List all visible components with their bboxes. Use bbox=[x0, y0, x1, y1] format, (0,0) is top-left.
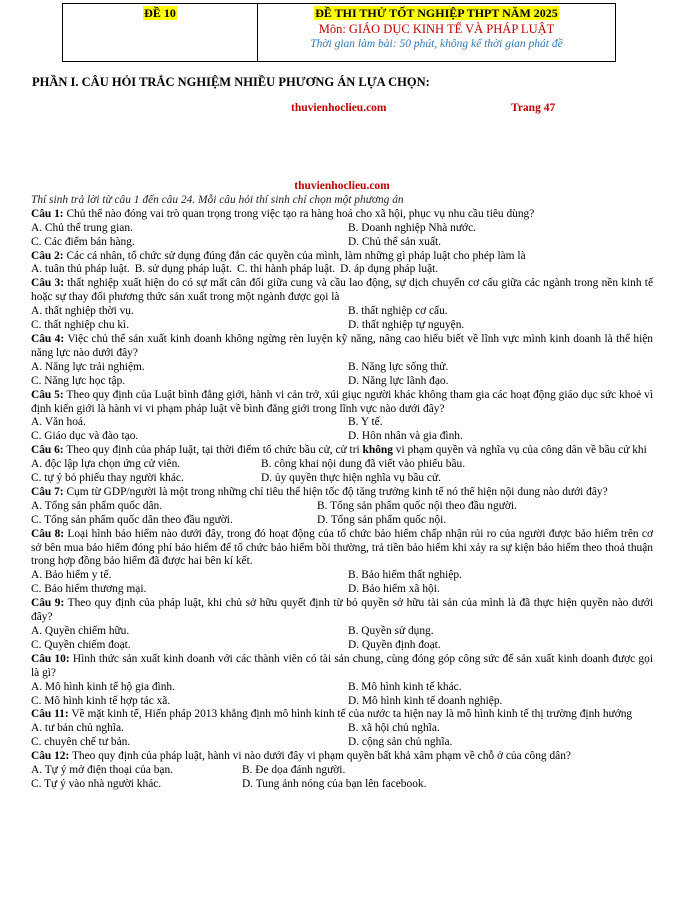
option-row bbox=[31, 375, 653, 389]
question-11 bbox=[31, 708, 653, 722]
question-number: Câu 6: bbox=[31, 444, 64, 457]
option-b: B. công khai nội dung đã viết vào phiếu bầu. bbox=[261, 458, 466, 471]
option-b: B. Mô hình kinh tế khác. bbox=[348, 680, 462, 693]
question-text: Theo quy định của Luật bình đẳng giới, hành vi cản trở, xúi giục người khác không tham gia các hoạt động giáo dục sức khoẻ vì định kiến giới là hành vi vi phạm pháp luật về bình đẳng giới trong lĩnh vực nào dưới đây? bbox=[31, 388, 653, 415]
option-row bbox=[31, 639, 653, 653]
question-text: Cụm từ GDP/người là một trong những chỉ tiêu thể hiện tốc độ tăng trưởng kinh tế nó thể hiện nội dung nào dưới đây? bbox=[66, 485, 608, 498]
question-list bbox=[31, 180, 653, 792]
question-text: Các cá nhân, tổ chức sử dụng đúng đắn các quyền của mình, làm những gì pháp luật cho phép làm là bbox=[66, 249, 526, 262]
option-row bbox=[31, 514, 653, 528]
option-a: A. tư bản chủ nghĩa. bbox=[31, 722, 124, 735]
option-row bbox=[31, 416, 653, 430]
question-9 bbox=[31, 597, 653, 625]
option-row bbox=[31, 500, 653, 514]
question-number: Câu 7: bbox=[31, 485, 64, 498]
option-a: A. Tự ý mở điện thoại của bạn. bbox=[31, 764, 173, 777]
option-b: B. xã hội chủ nghĩa. bbox=[348, 722, 440, 735]
option-row bbox=[31, 458, 653, 472]
option-row bbox=[31, 736, 653, 750]
exam-code: ĐỀ 10 bbox=[144, 6, 176, 20]
option-row bbox=[31, 472, 653, 486]
option-d: D. cộng sản chủ nghĩa. bbox=[348, 736, 453, 749]
question-text: Việc chủ thể sản xuất kinh doanh không ngừng rèn luyện kỹ năng, nâng cao hiểu biết về lĩnh vực mình kinh doanh là thể hiện năng lực nào dưới đây? bbox=[31, 332, 653, 359]
option-row bbox=[31, 722, 653, 736]
option-a: A. Tổng sản phẩm quốc dân. bbox=[31, 499, 163, 512]
option-d: D. ủy quyền thực hiện nghĩa vụ bầu cử. bbox=[261, 472, 442, 485]
option-c: C. Bảo hiểm thương mại. bbox=[31, 583, 147, 596]
option-a: A. Năng lực trải nghiệm. bbox=[31, 360, 145, 373]
option-row bbox=[31, 681, 653, 695]
option-b: B. Đe dọa đánh người. bbox=[242, 764, 346, 777]
option-a: A. Mô hình kinh tế hộ gia đình. bbox=[31, 680, 175, 693]
question-4 bbox=[31, 333, 653, 361]
question-text: Theo quy định của pháp luật, tại thời điểm tổ chức bầu cử, cử tri bbox=[66, 444, 360, 457]
question-number: Câu 1: bbox=[31, 207, 64, 220]
option-row bbox=[31, 430, 653, 444]
option-row bbox=[31, 305, 653, 319]
question-text: Loại hình bảo hiểm nào dưới đây, trong đó hoạt động của tổ chức bảo hiểm chấp nhận rủi ro của người được bảo hiểm trên cơ sở bên mua bảo hiểm đóng phí bảo hiểm để tổ chức bảo hiểm bồi thường, trả tiền bảo hiểm khi xảy ra sự kiện bảo hiểm theo thoả thuận trong hợp đồng bảo hiểm đã được hai bên kí kết. bbox=[31, 527, 653, 568]
question-text: Về mặt kinh tế, Hiến pháp 2013 khẳng định mô hình kinh tế của nước ta hiện nay là mô hình kinh tế thị trường định hướng bbox=[71, 708, 633, 721]
option-row bbox=[31, 263, 653, 277]
option-d: D. Tung ảnh nóng của bạn lên facebook. bbox=[242, 777, 427, 790]
exam-code-cell bbox=[63, 4, 258, 61]
option-b: B. Bảo hiểm thất nghiệp. bbox=[348, 569, 462, 582]
option-row bbox=[31, 778, 653, 792]
option-row bbox=[31, 361, 653, 375]
option-c: C. Giáo dục và đào tạo. bbox=[31, 430, 139, 443]
option-a: A. tuân thủ pháp luật. bbox=[31, 263, 130, 276]
question-5 bbox=[31, 389, 653, 417]
question-number: Câu 12: bbox=[31, 750, 70, 763]
question-number: Câu 10: bbox=[31, 652, 70, 665]
option-a: A. Bảo hiểm y tế. bbox=[31, 569, 112, 582]
option-b: B. Y tế. bbox=[348, 416, 383, 429]
question-number: Câu 5: bbox=[31, 388, 64, 401]
option-b: B. sử dụng pháp luật. bbox=[134, 263, 232, 276]
option-row bbox=[31, 319, 653, 333]
option-d: D. Mô hình kinh tế doanh nghiệp. bbox=[348, 694, 503, 707]
question-number: Câu 3: bbox=[31, 277, 64, 290]
option-c: C. Tự ý vào nhà người khác. bbox=[31, 777, 162, 790]
question-text: Theo quy định của pháp luật, khi chủ sở hữu quyết định từ bỏ quyền sở hữu tài sản của mình là đã thực hiện quyền nào dưới đây? bbox=[31, 597, 653, 624]
exam-title-cell bbox=[258, 4, 615, 61]
question-text: Chủ thể nào đóng vai trò quan trọng trong việc tạo ra hàng hoá cho xã hội, phục vụ nhu cầu tiêu dùng? bbox=[66, 207, 535, 220]
option-b: B. Năng lực sống thử. bbox=[348, 360, 449, 373]
option-d: D. Bảo hiểm xã hội. bbox=[348, 583, 440, 596]
option-c: C. tự ý bỏ phiếu thay người khác. bbox=[31, 472, 184, 485]
option-row bbox=[31, 236, 653, 250]
option-row bbox=[31, 695, 653, 709]
option-b: B. thất nghiệp cơ cấu. bbox=[348, 305, 448, 318]
option-d: D. Quyền định đoạt. bbox=[348, 638, 441, 651]
option-row bbox=[31, 625, 653, 639]
question-text: Theo quy định của pháp luật, hành vi nào dưới đây vi phạm quyền bất khả xâm phạm về chỗ ở của công dân? bbox=[71, 750, 571, 763]
option-c: C. thi hành pháp luật. bbox=[237, 263, 336, 276]
site-link-center[interactable]: thuvienhoclieu.com bbox=[294, 180, 390, 192]
question-6 bbox=[31, 444, 653, 458]
site-link-top[interactable]: thuvienhoclieu.com bbox=[291, 102, 387, 114]
question-8 bbox=[31, 528, 653, 570]
option-a: A. Chủ thể trung gian. bbox=[31, 221, 133, 234]
option-d: D. Chủ thể sản xuất. bbox=[348, 235, 442, 248]
instruction: Thí sinh trả lời từ câu 1 đến câu 24. Mỗi câu hỏi thí sinh chỉ chọn một phương án bbox=[31, 193, 404, 206]
option-d: D. Tổng sản phẩm quốc nội. bbox=[317, 513, 447, 526]
part-title: PHẦN I. CÂU HỎI TRẮC NGHIỆM NHIỀU PHƯƠNG ÁN LỰA CHỌN: bbox=[32, 75, 430, 89]
option-d: D. thất nghiệp tự nguyện. bbox=[348, 319, 465, 332]
option-c: C. Quyền chiếm đoạt. bbox=[31, 638, 131, 651]
question-text: thất nghiệp xuất hiện do có sự mất cân đối giữa cung và cầu lao động, sự dịch chuyển cơ cấu giữa các ngành trong nền kinh tế hoặc sự thay đổi phương thức sản xuất trong một ngành được gọi là bbox=[31, 277, 653, 304]
exam-title: ĐỀ THI THỬ TỐT NGHIỆP THPT NĂM 2025 bbox=[315, 6, 558, 20]
option-d: D. Hôn nhân và gia đình. bbox=[348, 430, 463, 443]
exam-time: Thời gian làm bài: 50 phút, không kể thời gian phát đề bbox=[310, 37, 563, 50]
option-d: D. Năng lực lãnh đạo. bbox=[348, 374, 449, 387]
page-label: Trang 47 bbox=[511, 102, 556, 114]
question-3 bbox=[31, 277, 653, 305]
option-b: B. Doanh nghiệp Nhà nước. bbox=[348, 221, 476, 234]
question-number: Câu 8: bbox=[31, 527, 65, 540]
exam-header bbox=[62, 3, 616, 62]
option-row bbox=[31, 764, 653, 778]
question-text: Hình thức sản xuất kinh doanh với các thành viên có tài sản chung, cùng đóng góp công sức để sản xuất kinh doanh được gọi là gì? bbox=[31, 652, 653, 679]
option-row bbox=[31, 583, 653, 597]
question-number: Câu 11: bbox=[31, 708, 69, 721]
option-c: C. Mô hình kinh tế hợp tác xã. bbox=[31, 694, 171, 707]
option-d: D. áp dụng pháp luật. bbox=[340, 263, 439, 276]
question-1 bbox=[31, 208, 653, 222]
question-text-cont: vi phạm quyền và nghĩa vụ của công dân về bầu cử khi bbox=[395, 444, 647, 457]
option-row bbox=[31, 569, 653, 583]
option-a: A. độc lập lựa chọn ứng cử viên. bbox=[31, 458, 181, 471]
question-2 bbox=[31, 250, 653, 264]
option-a: A. thất nghiệp thời vụ. bbox=[31, 305, 134, 318]
exam-subject: Môn: GIÁO DỤC KINH TẾ VÀ PHÁP LUẬT bbox=[318, 21, 555, 36]
option-c: C. Năng lực học tập. bbox=[31, 374, 126, 387]
option-c: C. Các điểm bán hàng. bbox=[31, 235, 135, 248]
option-b: B. Tổng sản phẩm quốc nội theo đầu người. bbox=[317, 499, 517, 512]
option-c: C. Tổng sản phẩm quốc dân theo đầu người. bbox=[31, 513, 233, 526]
question-12 bbox=[31, 750, 653, 764]
option-b: B. Quyền sử dụng. bbox=[348, 625, 434, 637]
question-7 bbox=[31, 486, 653, 500]
option-c: C. chuyên chế tư bản. bbox=[31, 736, 131, 749]
question-10 bbox=[31, 653, 653, 681]
question-number: Câu 9: bbox=[31, 597, 65, 610]
question-keyword: không bbox=[362, 444, 393, 457]
option-a: A. Quyền chiếm hữu. bbox=[31, 625, 130, 637]
question-number: Câu 2: bbox=[31, 249, 64, 262]
question-number: Câu 4: bbox=[31, 332, 65, 345]
option-a: A. Văn hoá. bbox=[31, 416, 86, 429]
option-row bbox=[31, 222, 653, 236]
option-c: C. thất nghiệp chu kì. bbox=[31, 319, 130, 332]
